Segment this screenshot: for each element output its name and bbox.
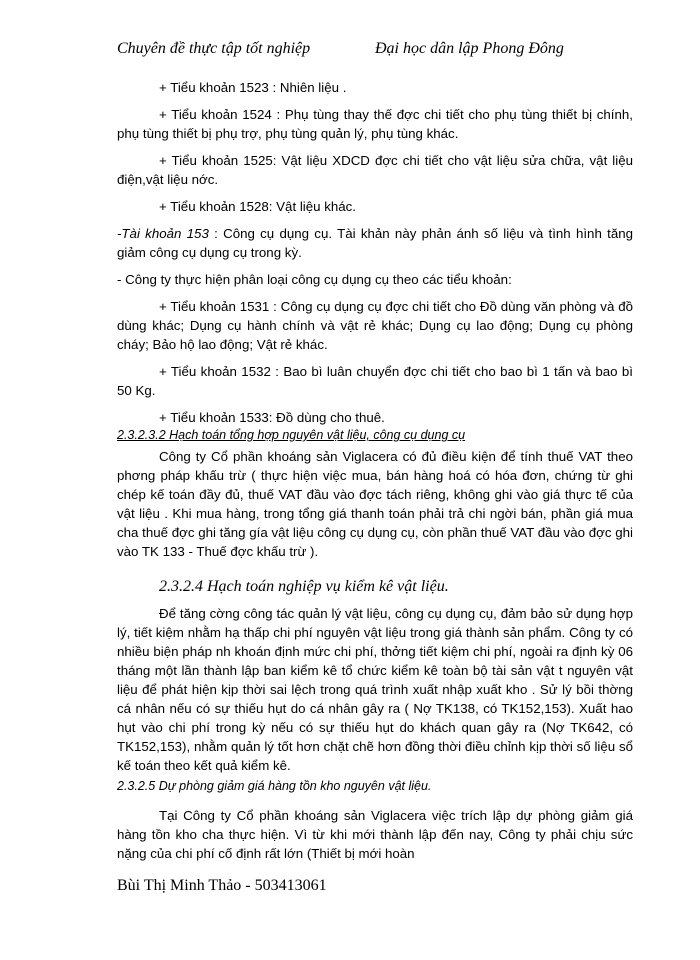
document-body [117, 78, 633, 871]
section-heading-2-3-2-4: 2.3.2.4 Hạch toán nghiệp vụ kiểm kê vật liệu. [159, 578, 449, 595]
paragraph-classification: - Công ty thực hiện phân loại công cụ dụng cụ theo các tiểu khoản: [117, 272, 512, 287]
paragraph-inventory-check: Để tăng cờng công tác quản lý vật liệu, công cụ dụng cụ, đảm bảo sử dụng hợp lý, tiết kiệm nhằm hạ thấp chi phí nguyên vật liệu trong giá thành sản phẩm. Công ty có nhiều biện pháp nh khoán định mức chi phí, thởng tiết kiệm chi phí, ngoài ra định kỳ 06 tháng một lần thành lập ban kiểm kê tổ chức kiểm kê toàn bộ tài sản vật t nguyên vật liệu để phát hiện kịp thời sai lệch trong quá trình xuất nhập xuất kho . Sử lý bồi thờng cá nhân nếu có sự thiếu hụt do cá nhân gây ra ( Nợ TK138, có TK152,153). Xuất hao hụt vào chi phí trong kỳ nếu có sự thiếu hụt do khách quan gây ra (Nợ TK642, có TK152,153), nhằm quản lý tốt hơn chặt chẽ hơn đồng thời điều chỉnh kịp thời số liệu sổ kế toán theo kết quả kiểm kê. [117, 606, 633, 773]
paragraph-account-153 [117, 224, 633, 262]
paragraph-provision: Tại Công ty Cổ phần khoáng sản Viglacera việc trích lập dự phòng giảm giá hàng tồn kho cha thực hiện. Vì từ khi mới thành lập đến nay, Công ty phải chịu sức nặng của chi phí cố định rất lớn (Thiết bị mới hoàn [117, 808, 633, 861]
account-153-text: : Công cụ dụng cụ. Tài khản này phản ánh số liệu và tình hình tăng giảm công cụ dụng cụ trong kỳ. [117, 226, 633, 260]
paragraph-1525: + Tiểu khoản 1525: Vật liệu XDCD đợc chi tiết cho vật liệu sửa chữa, vật liệu điện,vật liệu nớc. [117, 153, 633, 187]
section-heading-2-3-2-5: 2.3.2.5 Dự phòng giảm giá hàng tồn kho nguyên vật liệu. [117, 779, 432, 793]
account-153-label: -Tài khoản 153 [117, 226, 209, 241]
paragraph-1523: + Tiểu khoản 1523 : Nhiên liệu . [159, 80, 347, 95]
paragraph-vat: Công ty Cổ phần khoáng sản Viglacera có đủ điều kiện để tính thuế VAT theo phơng pháp khấu trừ ( thực hiện việc mua, bán hàng hoá có hóa đơn, chứng từ ghi chép kế toán đầy đủ, thuế VAT đầu vào đợc tách riêng, không ghi vào giá thực tế của vật liệu . Khi mua hàng, trong tổng giá thanh toán phải trả chi ngời bán, phần giá mua cha thuế đợc ghi tăng gía vật liệu công cụ dụng cụ, còn phần thuế VAT đầu vào đợc ghi vào TK 133 - Thuế đợc khấu trừ ). [117, 449, 633, 559]
page-footer-author: Bùi Thị Minh Thảo - 503413061 [117, 877, 327, 894]
paragraph-1531: + Tiểu khoản 1531 : Công cụ dụng cụ đợc chi tiết cho Đồ dùng văn phòng và đồ dùng khác; Dụng cụ hành chính và vật rẻ khác; Dụng cụ lao động; Dụng cụ phòng cháy; Bảo hộ lao động; Vật rẻ khác. [117, 299, 633, 352]
header-left-title: Chuyên đề thực tập tốt nghiệp [117, 40, 311, 57]
section-heading-2-3-2-3-2: 2.3.2.3.2 Hạch toán tổng hợp nguyên vật liệu, công cụ dụng cụ [117, 428, 466, 442]
paragraph-1524: + Tiểu khoản 1524 : Phụ tùng thay thế đợc chi tiết cho phụ tùng thiết bị chính, phụ tùng thiết bị phụ trợ, phụ tùng quản lý, phụ tùng khác. [117, 107, 633, 141]
paragraph-1533: + Tiểu khoản 1533: Đồ dùng cho thuê. [159, 410, 385, 425]
page-header [117, 40, 640, 64]
paragraph-1532: + Tiểu khoản 1532 : Bao bì luân chuyển đợc chi tiết cho bao bì 1 tấn và bao bì 50 Kg. [117, 364, 633, 398]
header-right-title: Đại học dân lập Phong Đông [375, 40, 564, 57]
paragraph-1528: + Tiểu khoản 1528: Vật liệu khác. [159, 199, 357, 214]
